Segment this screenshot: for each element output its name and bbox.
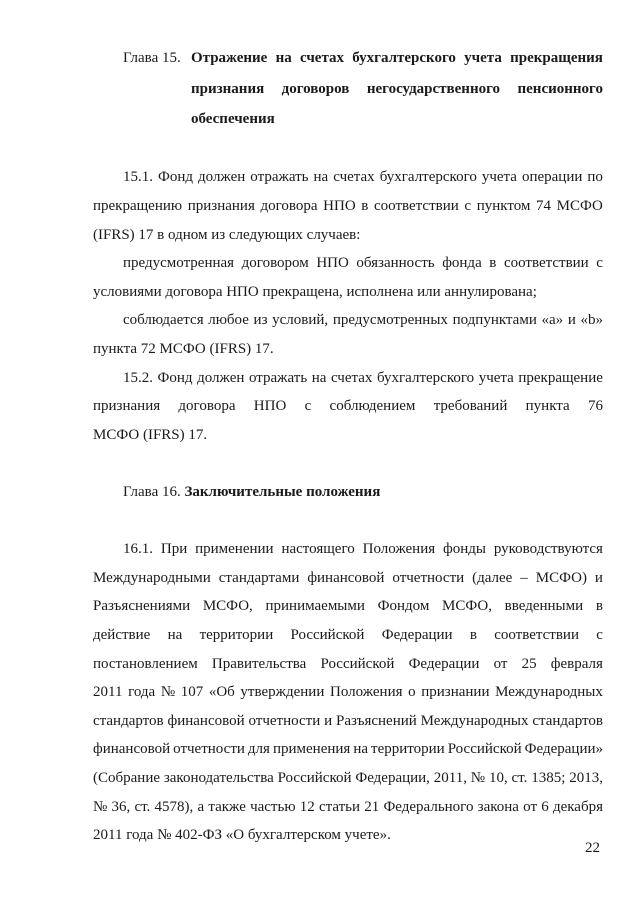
word: утверждении [240, 684, 325, 700]
word: 6 [541, 799, 549, 815]
word: отражать [248, 370, 308, 386]
word: 4578), [154, 799, 194, 815]
word: предусмотренная [123, 255, 235, 271]
word: договора [260, 198, 318, 214]
word: пунктом [476, 198, 531, 214]
word: территории [199, 627, 274, 643]
word: счетах [299, 50, 344, 66]
word: финансовой [167, 713, 245, 729]
word: в [469, 627, 477, 643]
word: пенсионного [517, 81, 603, 97]
word: прекращения [510, 50, 603, 66]
word: № [93, 799, 108, 815]
word: и [567, 312, 576, 328]
p15-2-line1 [123, 368, 603, 388]
word: из [253, 312, 268, 328]
word: предусмотренных [332, 312, 448, 328]
p15-1-b-line1 [123, 310, 603, 330]
p16-1-line2 [93, 568, 603, 588]
chapter16-label: Глава 16. [123, 484, 181, 500]
word: 10, [488, 770, 508, 786]
word: негосударственного [366, 81, 501, 97]
word: Международных [495, 684, 603, 700]
word: должен [197, 370, 245, 386]
word: Федерального [383, 799, 474, 815]
word: Федерации» [524, 741, 603, 757]
word: договором [241, 255, 309, 271]
word: 2011, [433, 770, 467, 786]
word: с [464, 198, 472, 214]
word: фонда [442, 255, 482, 271]
word: 107 [180, 684, 204, 700]
word: (далее [472, 570, 513, 586]
word: учета [478, 370, 514, 386]
word: Российской [447, 741, 522, 757]
word: Федерации [381, 627, 453, 643]
word: 12 [299, 799, 315, 815]
p16-1-line9 [93, 768, 603, 788]
word: Правительства [211, 656, 307, 672]
word: условий, [272, 312, 329, 328]
word: стандартов [93, 713, 164, 729]
word: (Собрание [93, 770, 161, 786]
word: о [408, 684, 416, 700]
word: Федерации, [355, 770, 430, 786]
word: 76 [587, 398, 603, 414]
word: на [275, 50, 292, 66]
word: Положения [362, 541, 436, 557]
word: с [596, 627, 603, 643]
word: договора [178, 398, 236, 414]
p15-1-a-line2: условиями договора НПО прекращена, исполнена или аннулирована; [93, 284, 537, 300]
word: отражать [250, 169, 309, 185]
word: бухгалтерского [352, 50, 456, 66]
word: финансовой [307, 570, 385, 586]
word: признания [187, 198, 255, 214]
p16-1-line11: 2011 года № 402-ФЗ «О бухгалтерском учете». [93, 827, 391, 843]
chapter15-label: Глава 15. [123, 50, 181, 66]
word: договоров [281, 81, 350, 97]
word: с [596, 255, 603, 271]
word: любое [208, 312, 249, 328]
word: обязанность [356, 255, 435, 271]
word: с [304, 398, 312, 414]
word: на [313, 169, 329, 185]
word: – [520, 570, 528, 586]
page-number: 22 [585, 840, 600, 856]
word: в [595, 598, 603, 614]
word: на [167, 627, 183, 643]
word: учета [481, 169, 517, 185]
word: года [128, 684, 156, 700]
word: и [324, 713, 333, 729]
word: закона [477, 799, 519, 815]
word: соответствии [374, 198, 459, 214]
word: МСФО [556, 198, 603, 214]
word: МСФО, [202, 598, 253, 614]
word: соответствии [494, 627, 579, 643]
word: 15.2. [123, 370, 153, 386]
word: счетах [333, 169, 375, 185]
word: бухгалтерского [379, 169, 477, 185]
word: соответствии [503, 255, 589, 271]
word: Российской [277, 770, 352, 786]
word: признания [191, 81, 265, 97]
word: ст. [134, 799, 151, 815]
word: постановлением [93, 656, 198, 672]
word: должен [198, 169, 246, 185]
word: НПО [253, 398, 287, 414]
word: 36, [111, 799, 131, 815]
word: статьи [318, 799, 361, 815]
word: «Об [208, 684, 235, 700]
word: 16.1. [123, 541, 153, 557]
word: Отражение [191, 50, 268, 66]
word: прекращению [93, 198, 183, 214]
word: Разъяснениями [93, 598, 191, 614]
word: НПО [316, 255, 349, 271]
p15-1-line3: (IFRS) 17 в одном из следующих случаев: [93, 227, 361, 243]
word: от [493, 656, 508, 672]
word: НПО [323, 198, 356, 214]
word: отчетности [248, 713, 321, 729]
word: операции [521, 169, 583, 185]
p16-1-line1 [123, 539, 603, 559]
word: ст. [511, 770, 528, 786]
word: МСФО, [442, 598, 492, 614]
word: Разъяснений [336, 713, 417, 729]
word: в [489, 255, 497, 271]
word: «b» [580, 312, 603, 328]
word: счетах [330, 370, 373, 386]
word: бухгалтерского [376, 370, 475, 386]
word: Положения [329, 684, 403, 700]
word: принимаемыми [265, 598, 365, 614]
word: Фонд [158, 169, 194, 185]
word: 21 [364, 799, 380, 815]
word: законодательства [163, 770, 274, 786]
word: финансовой [93, 741, 171, 757]
word: применения [272, 741, 351, 757]
word: учета [464, 50, 502, 66]
word: фонды [443, 541, 486, 557]
word: 1385; [531, 770, 566, 786]
word: февраля [550, 656, 603, 672]
word: соблюдается [123, 312, 204, 328]
word: по [587, 169, 603, 185]
word: декабря [552, 799, 603, 815]
word: а [197, 799, 205, 815]
word: При [160, 541, 188, 557]
word: Международных [420, 713, 529, 729]
word: № [160, 684, 176, 700]
word: настоящего [281, 541, 355, 557]
word: Фонд [157, 370, 193, 386]
word: «а» [541, 312, 564, 328]
p16-1-line7 [93, 711, 603, 731]
word: Международными [93, 570, 211, 586]
word: и [594, 570, 603, 586]
word: прекращение [518, 370, 603, 386]
word: № [470, 770, 486, 786]
word: признания [93, 398, 161, 414]
word: Российской [290, 627, 365, 643]
p15-1-a-line1 [123, 253, 603, 273]
word: применении [195, 541, 274, 557]
word: на [353, 741, 369, 757]
word: Фондом [377, 598, 430, 614]
p15-2-line3: МСФО (IFRS) 17. [93, 427, 208, 443]
word: стандартов [532, 713, 603, 729]
p15-1-line1 [123, 167, 603, 187]
word: 74 [536, 198, 552, 214]
p16-1-line3 [93, 596, 603, 616]
word: стандартами [218, 570, 300, 586]
word: территории [371, 741, 445, 757]
word: также [208, 799, 246, 815]
p16-1-line5 [93, 654, 603, 674]
word: 15.1. [123, 169, 153, 185]
word: на [311, 370, 327, 386]
word: 25 [521, 656, 537, 672]
word: признании [421, 684, 490, 700]
p16-1-line10 [93, 797, 603, 817]
word: пункта [525, 398, 570, 414]
p15-1-line2 [93, 196, 603, 216]
p16-1-line6 [93, 682, 603, 702]
p16-1-line8 [93, 739, 603, 759]
word: 2011 [93, 684, 123, 700]
word: соблюдением [329, 398, 416, 414]
chapter16-title: Заключительные положения [184, 484, 381, 500]
chapter15-title-line1 [191, 48, 603, 68]
p15-2-line2 [93, 396, 603, 416]
word: для [247, 741, 270, 757]
chapter15-title-line2 [191, 79, 603, 99]
word: подпунктами [452, 312, 537, 328]
chapter15-title-line3: обеспечения [191, 111, 275, 127]
word: 2013, [569, 770, 603, 786]
word: руководствуются [493, 541, 603, 557]
word: действие [93, 627, 151, 643]
word: отчетности [392, 570, 465, 586]
word: Российской [320, 656, 395, 672]
word: Федерации [408, 656, 480, 672]
word: введенными [504, 598, 584, 614]
word: требований [433, 398, 508, 414]
word: от [523, 799, 538, 815]
word: отчетности [173, 741, 245, 757]
word: частью [250, 799, 296, 815]
p16-1-line4 [93, 625, 603, 645]
word: в [361, 198, 369, 214]
word: МСФО) [535, 570, 587, 586]
chapter16-heading [123, 482, 380, 502]
p15-1-b-line2: пункта 72 МСФО (IFRS) 17. [93, 341, 274, 357]
